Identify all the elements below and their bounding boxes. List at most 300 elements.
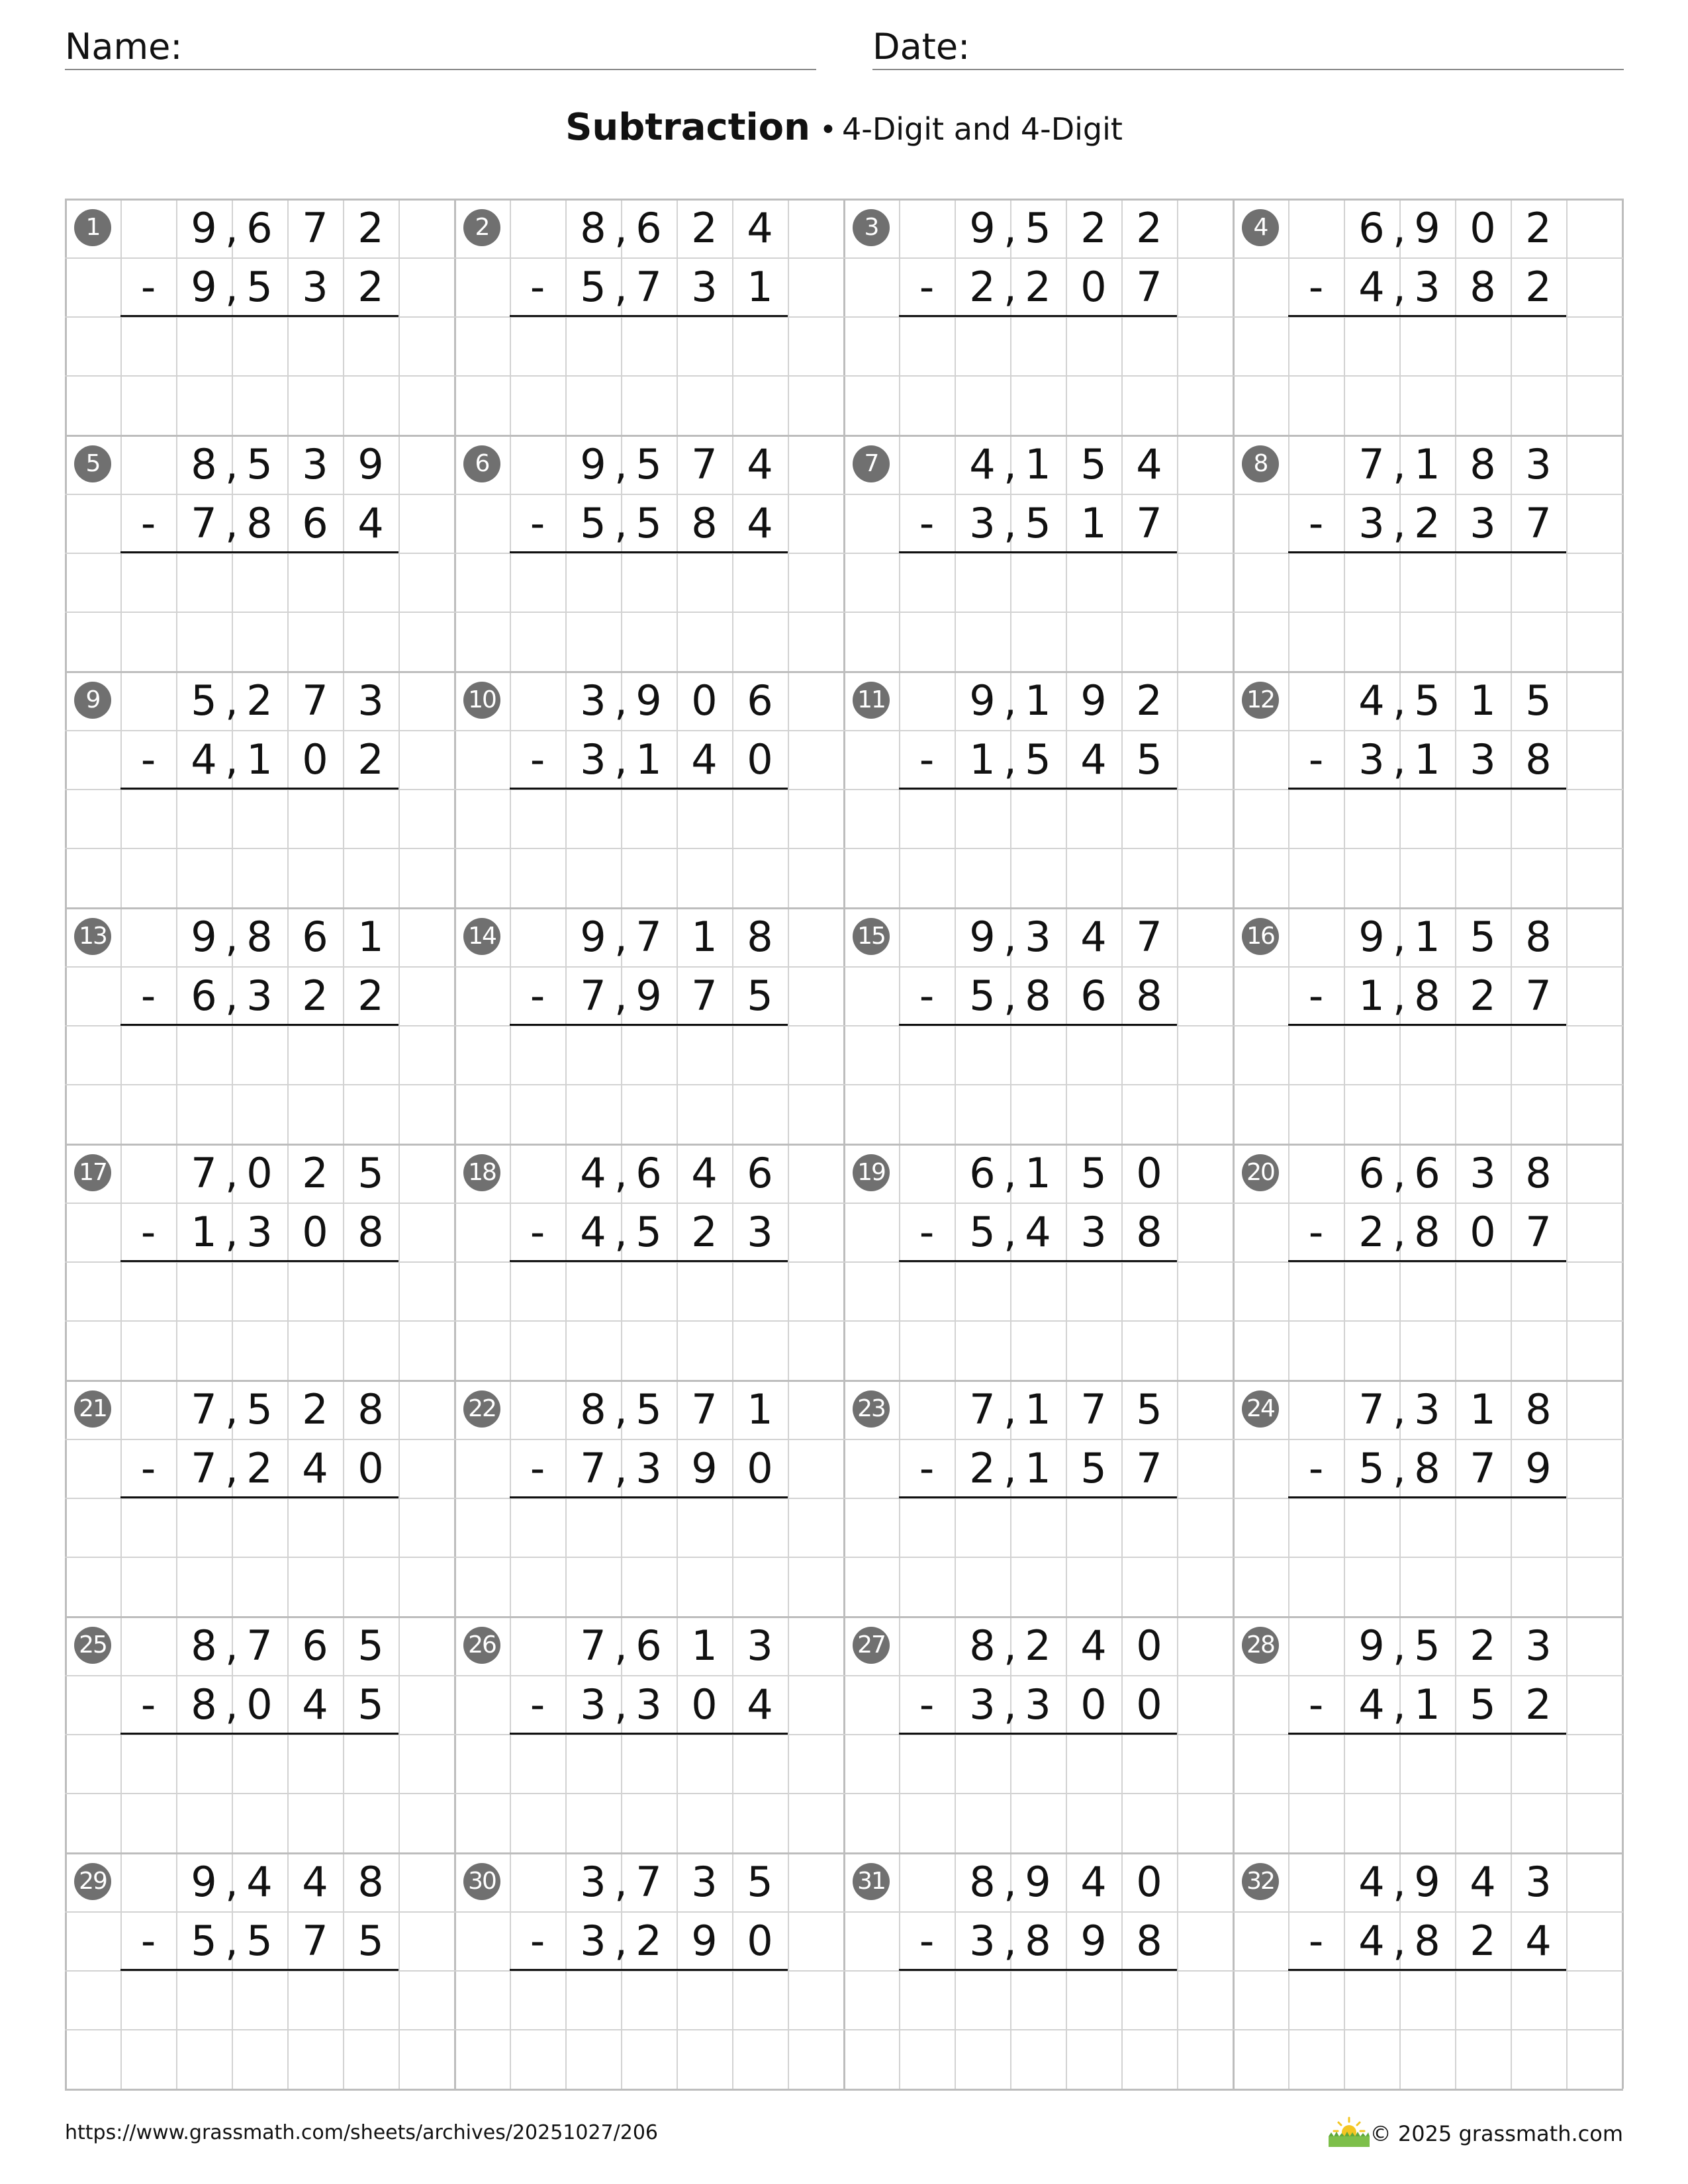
thousands-comma: ,: [1004, 1208, 1017, 1256]
minuend-digit: 6: [635, 1621, 662, 1670]
minuend-digit: 3: [357, 676, 384, 725]
answer-area[interactable]: [899, 1261, 1177, 1379]
minuend-digit: 8: [191, 1621, 217, 1670]
answer-area[interactable]: [899, 1734, 1177, 1852]
subtrahend-digit: 2: [357, 735, 384, 784]
minuend-digit: 8: [1525, 1385, 1552, 1433]
problem-number-badge: 14: [463, 918, 500, 955]
subtrahend-digit: 2: [1470, 972, 1496, 1020]
problem-19: [843, 1144, 1233, 1380]
thousands-comma: ,: [225, 1149, 238, 1197]
subtrahend-digit: 8: [1525, 735, 1552, 784]
answer-area[interactable]: [510, 553, 788, 670]
subtrahend-digit: 4: [1358, 1680, 1385, 1729]
thousands-comma: ,: [1393, 204, 1406, 252]
thousands-comma: ,: [614, 1858, 628, 1906]
minuend-digit: 4: [1080, 1621, 1107, 1670]
minuend-digit: 4: [1080, 1858, 1107, 1906]
subtrahend-digit: 2: [691, 1208, 718, 1256]
problem-10: [454, 671, 843, 907]
subtrahend-digit: 4: [1080, 735, 1107, 784]
date-field[interactable]: [872, 20, 1624, 70]
problem-number-badge: 17: [74, 1154, 111, 1191]
thousands-comma: ,: [1393, 1444, 1406, 1492]
subtrahend-digit: 3: [1358, 499, 1385, 547]
thousands-comma: ,: [1393, 735, 1406, 784]
thousands-comma: ,: [225, 1385, 238, 1433]
subtrahend-digit: 2: [1025, 263, 1051, 311]
subtrahend-digit: 5: [1358, 1444, 1385, 1492]
minus-sign: -: [140, 1208, 156, 1256]
minuend-digit: 9: [1080, 676, 1107, 725]
minuend-digit: 4: [1358, 676, 1385, 725]
minus-sign: -: [530, 1680, 545, 1729]
problem-5: [65, 435, 454, 671]
minuend-digit: 1: [1470, 1385, 1496, 1433]
minuend-digit: 4: [1136, 440, 1162, 488]
subtrahend-digit: 0: [691, 1680, 718, 1729]
thousands-comma: ,: [1004, 263, 1017, 311]
minus-sign: -: [1308, 1444, 1324, 1492]
minuend-digit: 3: [302, 440, 328, 488]
minuend-digit: 7: [969, 1385, 996, 1433]
minuend-digit: 5: [1080, 1149, 1107, 1197]
minuend-digit: 4: [302, 1858, 328, 1906]
subtrahend-digit: 5: [1136, 735, 1162, 784]
problem-number-badge: 9: [74, 682, 111, 719]
subtrahend-digit: 4: [747, 1680, 773, 1729]
thousands-comma: ,: [614, 972, 628, 1020]
answer-area[interactable]: [899, 553, 1177, 670]
minus-sign: -: [140, 1917, 156, 1965]
problem-number-badge: 31: [853, 1863, 890, 1900]
thousands-comma: ,: [614, 263, 628, 311]
minuend-digit: 2: [1080, 204, 1107, 252]
problem-28: [1233, 1616, 1622, 1852]
minus-sign: -: [530, 1444, 545, 1492]
answer-area[interactable]: [1288, 1970, 1566, 2088]
answer-area[interactable]: [120, 1025, 399, 1143]
subtrahend-digit: 7: [580, 972, 606, 1020]
subtrahend-digit: 1: [246, 735, 273, 784]
problem-32: [1233, 1852, 1622, 2089]
minuend-digit: 2: [302, 1385, 328, 1433]
subtrahend-digit: 0: [747, 735, 773, 784]
minuend-digit: 3: [1525, 1621, 1552, 1670]
minuend-digit: 4: [246, 1858, 273, 1906]
subtrahend-digit: 5: [635, 1208, 662, 1256]
minuend-digit: 5: [1470, 913, 1496, 961]
subtrahend-digit: 5: [969, 972, 996, 1020]
minuend-digit: 5: [1414, 1621, 1440, 1670]
problem-number-badge: 16: [1242, 918, 1279, 955]
subtrahend-digit: 5: [580, 263, 606, 311]
thousands-comma: ,: [614, 1149, 628, 1197]
subtrahend-digit: 2: [1470, 1917, 1496, 1965]
minuend-digit: 0: [1136, 1858, 1162, 1906]
thousands-comma: ,: [1004, 204, 1017, 252]
answer-area[interactable]: [510, 1734, 788, 1852]
minus-sign: -: [919, 1917, 935, 1965]
problem-number-badge: 23: [853, 1390, 890, 1428]
problem-number-badge: 27: [853, 1627, 890, 1664]
problem-number-badge: 28: [1242, 1627, 1279, 1664]
minuend-digit: 3: [1525, 1858, 1552, 1906]
subtrahend-digit: 3: [1358, 735, 1385, 784]
subtrahend-digit: 0: [302, 735, 328, 784]
problem-number-badge: 32: [1242, 1863, 1279, 1900]
subtrahend-digit: 3: [691, 263, 718, 311]
minuend-digit: 2: [1025, 1621, 1051, 1670]
name-field[interactable]: [65, 20, 816, 70]
subtrahend-digit: 7: [1470, 1444, 1496, 1492]
minuend-digit: 7: [302, 204, 328, 252]
minuend-digit: 6: [635, 1149, 662, 1197]
grid-hline: [65, 2089, 1623, 2091]
problem-31: [843, 1852, 1233, 2089]
subtrahend-digit: 4: [302, 1444, 328, 1492]
minuend-digit: 5: [246, 440, 273, 488]
subtrahend-digit: 0: [1080, 1680, 1107, 1729]
minuend-digit: 1: [1025, 1385, 1051, 1433]
thousands-comma: ,: [1004, 676, 1017, 725]
subtrahend-digit: 0: [1470, 1208, 1496, 1256]
minuend-digit: 8: [1525, 913, 1552, 961]
minuend-digit: 3: [1470, 1149, 1496, 1197]
minuend-digit: 5: [1136, 1385, 1162, 1433]
subtrahend-digit: 0: [1136, 1680, 1162, 1729]
answer-area[interactable]: [120, 789, 399, 907]
minuend-digit: 9: [191, 1858, 217, 1906]
minuend-digit: 2: [246, 676, 273, 725]
minuend-digit: 6: [302, 913, 328, 961]
minuend-digit: 2: [1470, 1621, 1496, 1670]
answer-area[interactable]: [120, 1498, 399, 1615]
minuend-digit: 9: [580, 913, 606, 961]
minuend-digit: 4: [1080, 913, 1107, 961]
problem-number-badge: 6: [463, 445, 500, 482]
minuend-digit: 5: [357, 1149, 384, 1197]
subtrahend-digit: 8: [1470, 263, 1496, 311]
problem-number-badge: 26: [463, 1627, 500, 1664]
problem-12: [1233, 671, 1622, 907]
minus-sign: -: [1308, 263, 1324, 311]
subtrahend-digit: 9: [1525, 1444, 1552, 1492]
answer-area[interactable]: [120, 1261, 399, 1379]
answer-area[interactable]: [510, 1025, 788, 1143]
subtrahend-digit: 4: [747, 499, 773, 547]
minuend-digit: 9: [1358, 1621, 1385, 1670]
problem-number-badge: 25: [74, 1627, 111, 1664]
answer-area[interactable]: [510, 1498, 788, 1615]
minus-sign: -: [140, 499, 156, 547]
minuend-digit: 1: [691, 1621, 718, 1670]
thousands-comma: ,: [225, 913, 238, 961]
minuend-digit: 5: [635, 440, 662, 488]
minuend-digit: 3: [1414, 1385, 1440, 1433]
minuend-digit: 3: [580, 676, 606, 725]
minuend-digit: 7: [191, 1385, 217, 1433]
minuend-digit: 7: [635, 913, 662, 961]
problem-number-badge: 30: [463, 1863, 500, 1900]
answer-area[interactable]: [899, 1025, 1177, 1143]
answer-area[interactable]: [1288, 1734, 1566, 1852]
subtrahend-digit: 0: [246, 1680, 273, 1729]
minuend-digit: 9: [191, 913, 217, 961]
subtrahend-digit: 1: [1080, 499, 1107, 547]
thousands-comma: ,: [225, 1680, 238, 1729]
answer-area[interactable]: [120, 1970, 399, 2088]
subtrahend-digit: 1: [1025, 1444, 1051, 1492]
subtrahend-digit: 2: [1358, 1208, 1385, 1256]
minus-sign: -: [919, 499, 935, 547]
minus-sign: -: [1308, 1208, 1324, 1256]
subtrahend-digit: 6: [302, 499, 328, 547]
minus-sign: -: [919, 263, 935, 311]
minuend-digit: 7: [1136, 913, 1162, 961]
thousands-comma: ,: [1393, 499, 1406, 547]
subtrahend-digit: 2: [357, 972, 384, 1020]
subtrahend-digit: 2: [969, 263, 996, 311]
answer-area[interactable]: [510, 789, 788, 907]
problem-number-badge: 18: [463, 1154, 500, 1191]
minuend-digit: 1: [747, 1385, 773, 1433]
subtrahend-digit: 8: [246, 499, 273, 547]
subtrahend-digit: 8: [1414, 1917, 1440, 1965]
subtrahend-digit: 0: [357, 1444, 384, 1492]
name-label: Name:: [65, 26, 183, 68]
minuend-digit: 1: [357, 913, 384, 961]
subtrahend-digit: 2: [246, 1444, 273, 1492]
subtrahend-digit: 5: [747, 972, 773, 1020]
subtrahend-digit: 0: [747, 1917, 773, 1965]
minuend-digit: 7: [580, 1621, 606, 1670]
subtrahend-digit: 1: [1414, 735, 1440, 784]
minuend-digit: 1: [1025, 1149, 1051, 1197]
answer-area[interactable]: [120, 553, 399, 670]
minuend-digit: 0: [1136, 1149, 1162, 1197]
minus-sign: -: [530, 972, 545, 1020]
subtrahend-digit: 7: [1136, 499, 1162, 547]
answer-area[interactable]: [1288, 553, 1566, 670]
thousands-comma: ,: [1393, 972, 1406, 1020]
minus-sign: -: [1308, 735, 1324, 784]
answer-area[interactable]: [899, 1970, 1177, 2088]
date-label: Date:: [872, 26, 970, 68]
minuend-digit: 8: [246, 913, 273, 961]
subtrahend-digit: 4: [691, 735, 718, 784]
minuend-digit: 4: [747, 204, 773, 252]
answer-area[interactable]: [120, 1734, 399, 1852]
subtrahend-digit: 7: [191, 1444, 217, 1492]
subtrahend-digit: 9: [691, 1444, 718, 1492]
subtrahend-digit: 4: [1358, 263, 1385, 311]
problem-20: [1233, 1144, 1622, 1380]
problem-29: [65, 1852, 454, 2089]
minuend-digit: 8: [580, 1385, 606, 1433]
subtrahend-digit: 8: [357, 1208, 384, 1256]
subtrahend-digit: 3: [747, 1208, 773, 1256]
minuend-digit: 0: [1136, 1621, 1162, 1670]
minuend-digit: 1: [691, 913, 718, 961]
problem-7: [843, 435, 1233, 671]
minuend-digit: 2: [1136, 204, 1162, 252]
minuend-digit: 7: [191, 1149, 217, 1197]
minuend-digit: 5: [357, 1621, 384, 1670]
minuend-digit: 6: [635, 204, 662, 252]
subtrahend-digit: 4: [302, 1680, 328, 1729]
answer-area[interactable]: [1288, 316, 1566, 434]
minuend-digit: 4: [1470, 1858, 1496, 1906]
minus-sign: -: [1308, 972, 1324, 1020]
subtrahend-digit: 5: [1470, 1680, 1496, 1729]
minuend-digit: 8: [580, 204, 606, 252]
thousands-comma: ,: [225, 735, 238, 784]
problem-13: [65, 907, 454, 1144]
minuend-digit: 5: [1414, 676, 1440, 725]
problem-18: [454, 1144, 843, 1380]
answer-area[interactable]: [1288, 1261, 1566, 1379]
subtrahend-digit: 4: [1025, 1208, 1051, 1256]
problem-26: [454, 1616, 843, 1852]
thousands-comma: ,: [225, 676, 238, 725]
subtrahend-digit: 5: [1025, 735, 1051, 784]
subtrahend-digit: 7: [1136, 1444, 1162, 1492]
thousands-comma: ,: [225, 972, 238, 1020]
minus-sign: -: [919, 1444, 935, 1492]
thousands-comma: ,: [614, 1917, 628, 1965]
answer-area[interactable]: [510, 1261, 788, 1379]
minuend-digit: 7: [691, 440, 718, 488]
answer-area[interactable]: [899, 789, 1177, 907]
minus-sign: -: [1308, 499, 1324, 547]
minuend-digit: 6: [1358, 204, 1385, 252]
subtrahend-digit: 3: [635, 1680, 662, 1729]
minuend-digit: 4: [747, 440, 773, 488]
minuend-digit: 9: [1025, 1858, 1051, 1906]
thousands-comma: ,: [1004, 1385, 1017, 1433]
minuend-digit: 6: [969, 1149, 996, 1197]
problem-1: [65, 199, 454, 435]
problem-number-badge: 13: [74, 918, 111, 955]
thousands-comma: ,: [225, 440, 238, 488]
problem-27: [843, 1616, 1233, 1852]
thousands-comma: ,: [1393, 1917, 1406, 1965]
subtrahend-digit: 1: [191, 1208, 217, 1256]
subtrahend-digit: 1: [969, 735, 996, 784]
answer-area[interactable]: [1288, 1498, 1566, 1615]
minuend-digit: 5: [191, 676, 217, 725]
thousands-comma: ,: [1004, 735, 1017, 784]
minuend-digit: 6: [302, 1621, 328, 1670]
minuend-digit: 3: [691, 1858, 718, 1906]
answer-area[interactable]: [510, 1970, 788, 2088]
subtrahend-digit: 5: [1080, 1444, 1107, 1492]
thousands-comma: ,: [225, 1858, 238, 1906]
minuend-digit: 7: [635, 1858, 662, 1906]
answer-area[interactable]: [899, 316, 1177, 434]
grass-sun-logo-icon: [1327, 2115, 1371, 2148]
minuend-digit: 8: [969, 1858, 996, 1906]
minus-sign: -: [140, 972, 156, 1020]
minuend-digit: 1: [1025, 676, 1051, 725]
minuend-digit: 0: [1470, 204, 1496, 252]
thousands-comma: ,: [1393, 1680, 1406, 1729]
minuend-digit: 1: [1414, 913, 1440, 961]
subtrahend-digit: 5: [357, 1680, 384, 1729]
minuend-digit: 7: [1080, 1385, 1107, 1433]
subtrahend-digit: 3: [302, 263, 328, 311]
answer-area[interactable]: [899, 1498, 1177, 1615]
subtrahend-digit: 8: [1414, 1208, 1440, 1256]
thousands-comma: ,: [225, 1917, 238, 1965]
problem-8: [1233, 435, 1622, 671]
minuend-digit: 0: [691, 676, 718, 725]
thousands-comma: ,: [1393, 1208, 1406, 1256]
problem-number-badge: 8: [1242, 445, 1279, 482]
answer-area[interactable]: [1288, 1025, 1566, 1143]
thousands-comma: ,: [225, 1621, 238, 1670]
subtrahend-digit: 3: [580, 1917, 606, 1965]
thousands-comma: ,: [1004, 1621, 1017, 1670]
minuend-digit: 5: [246, 1385, 273, 1433]
minuend-digit: 4: [691, 1149, 718, 1197]
subtrahend-digit: 0: [1080, 263, 1107, 311]
minuend-digit: 5: [635, 1385, 662, 1433]
problem-15: [843, 907, 1233, 1144]
subtrahend-digit: 8: [1025, 1917, 1051, 1965]
thousands-comma: ,: [1004, 1149, 1017, 1197]
minuend-digit: 3: [1025, 913, 1051, 961]
subtrahend-digit: 7: [1136, 263, 1162, 311]
subtrahend-digit: 7: [691, 972, 718, 1020]
minuend-digit: 9: [1358, 913, 1385, 961]
problem-3: [843, 199, 1233, 435]
minus-sign: -: [919, 735, 935, 784]
thousands-comma: ,: [1393, 1621, 1406, 1670]
minuend-digit: 3: [1525, 440, 1552, 488]
answer-area[interactable]: [120, 316, 399, 434]
answer-area[interactable]: [1288, 789, 1566, 907]
minuend-digit: 8: [969, 1621, 996, 1670]
subtrahend-digit: 8: [1136, 1208, 1162, 1256]
thousands-comma: ,: [1004, 913, 1017, 961]
minus-sign: -: [530, 735, 545, 784]
minuend-digit: 5: [1080, 440, 1107, 488]
minuend-digit: 2: [357, 204, 384, 252]
problem-number-badge: 1: [74, 209, 111, 246]
thousands-comma: ,: [614, 1621, 628, 1670]
subtrahend-digit: 8: [1136, 972, 1162, 1020]
subtrahend-digit: 3: [246, 1208, 273, 1256]
answer-area[interactable]: [510, 316, 788, 434]
minus-sign: -: [530, 1917, 545, 1965]
title-main: Subtraction: [565, 106, 811, 149]
minuend-digit: 4: [580, 1149, 606, 1197]
thousands-comma: ,: [1393, 1149, 1406, 1197]
subtrahend-digit: 5: [1025, 499, 1051, 547]
subtrahend-digit: 4: [580, 1208, 606, 1256]
thousands-comma: ,: [614, 913, 628, 961]
subtrahend-digit: 5: [246, 263, 273, 311]
minuend-digit: 6: [246, 204, 273, 252]
minus-sign: -: [1308, 1680, 1324, 1729]
subtrahend-digit: 8: [191, 1680, 217, 1729]
subtrahend-digit: 3: [580, 735, 606, 784]
problem-25: [65, 1616, 454, 1852]
minuend-digit: 6: [1414, 1149, 1440, 1197]
problem-9: [65, 671, 454, 907]
